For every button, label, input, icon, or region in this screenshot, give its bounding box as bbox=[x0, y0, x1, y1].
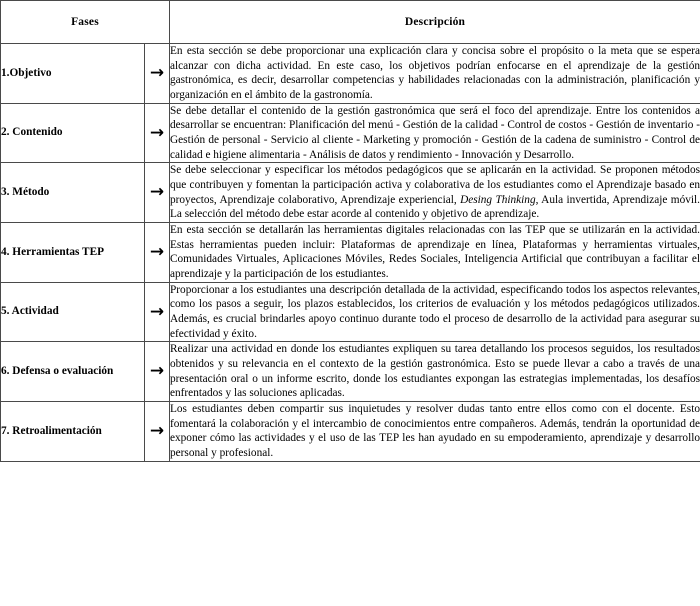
table-row bbox=[1, 223, 700, 283]
description-text-tail: , Aula invertida, Aprendizaje móvil. La selección del método debe estar acorde al contenido y objetivo de aprendizaje. bbox=[170, 193, 700, 221]
phase-label-objetivo: 1.Objetivo bbox=[1, 44, 145, 104]
table-header-row bbox=[1, 1, 700, 44]
phase-label-retroalimentacion: 7. Retroalimentación bbox=[1, 402, 145, 462]
description-text: Los estudiantes deben compartir sus inquietudes y resolver dudas tanto entre ellos como con el docente. Esto fomentará la colaboración y el intercambio de conocimientos entre compañeros. Además, tendrán la oportunidad de exponer cómo las actividades y el uso de las TEP les han ayudado en su empoderamiento, aprendizaje y desarrollo personal y profesional. bbox=[170, 403, 700, 460]
arrow-right-icon: → bbox=[149, 420, 165, 441]
phase-label-herramientas-tep: 4. Herramientas TEP bbox=[1, 223, 145, 283]
table-row bbox=[1, 44, 700, 104]
description-text: Proporcionar a los estudiantes una descripción detallada de la actividad, especificando todos los aspectos relevantes, como los pasos a seguir, los plazos establecidos, los criterios de evaluación y los métodos pedagógicos utilizados. Además, es crucial brindarles apoyo continuo durante todo el proceso de desarrollo de la actividad para asegurar su efectividad y éxito. bbox=[170, 283, 700, 340]
column-header-fases: Fases bbox=[1, 1, 170, 44]
column-header-descripcion: Descripción bbox=[170, 1, 700, 44]
description-text: Se debe detallar el contenido de la gestión gastronómica que será el foco del aprendizaje. Entre los contenidos a desarrollar se encuentran: Planificación del menú - Gestión de la calidad - Control de costos - Gestión de inventario - Gestión de personal - Servicio al cliente - Marketing y promoción - Gestión de la cadena de suministro - Control de calidad e higiene alimentaria - Análisis de datos y rendimiento - Innovación y Desarrollo. bbox=[170, 104, 700, 161]
description-retroalimentacion bbox=[170, 402, 700, 462]
description-actividad bbox=[170, 282, 700, 342]
arrow-right-icon: → bbox=[149, 301, 165, 322]
arrow-right-icon: → bbox=[149, 241, 165, 262]
arrow-cell-2 bbox=[145, 103, 170, 163]
table-row bbox=[1, 103, 700, 163]
description-defensa-evaluacion bbox=[170, 342, 700, 402]
description-italic: Desing Thinking bbox=[460, 193, 536, 206]
phase-label-metodo: 3. Método bbox=[1, 163, 145, 223]
phase-label-defensa-evaluacion: 6. Defensa o evaluación bbox=[1, 342, 145, 402]
table-body bbox=[1, 44, 700, 462]
arrow-cell-7 bbox=[145, 402, 170, 462]
arrow-cell-4 bbox=[145, 223, 170, 283]
table-row bbox=[1, 163, 700, 223]
arrow-right-icon: → bbox=[149, 361, 165, 382]
arrow-cell-1 bbox=[145, 44, 170, 104]
table-row bbox=[1, 402, 700, 462]
description-metodo bbox=[170, 163, 700, 223]
description-text: Se debe seleccionar y especificar los métodos pedagógicos que se aplicarán en la actividad. Se proponen métodos que contribuyen y fomentan la participación activa y colaborativa de los estudiantes como el Aprendizaje basado en proyectos, Aprendizaje colaborativo, Aprendizaje experiencial, bbox=[170, 164, 700, 206]
table-row bbox=[1, 342, 700, 402]
description-herramientas-tep bbox=[170, 223, 700, 283]
description-text: En esta sección se debe proporcionar una explicación clara y concisa sobre el propósito o la meta que se espera alcanzar con dicha actividad. En este caso, los objetivos podrían enfocarse en el aprendizaje de la gestión gastronómica, es decir, desarrollar competencias y habilidades relacionadas con la administración, planificación y organización en el ámbito de la gastronomía. bbox=[170, 45, 700, 102]
description-contenido bbox=[170, 103, 700, 163]
description-objetivo bbox=[170, 44, 700, 104]
arrow-right-icon: → bbox=[149, 62, 165, 83]
arrow-right-icon: → bbox=[149, 122, 165, 143]
phase-label-contenido: 2. Contenido bbox=[1, 103, 145, 163]
arrow-cell-6 bbox=[145, 342, 170, 402]
description-text: En esta sección se detallarán las herramientas digitales relacionadas con las TEP que se utilizarán en la actividad. Estas herramientas pueden incluir: Plataformas de aprendizaje en línea, Plataformas y herramientas virtuales, Comunidades Virtuales, Aplicaciones Móviles, Redes Sociales, Inteligencia Artificial que contribuyan a facilitar el aprendizaje y la participación de los estudiantes. bbox=[170, 224, 700, 281]
arrow-cell-5 bbox=[145, 282, 170, 342]
phase-label-actividad: 5. Actividad bbox=[1, 282, 145, 342]
arrow-right-icon: → bbox=[149, 182, 165, 203]
arrow-cell-3 bbox=[145, 163, 170, 223]
table-row bbox=[1, 282, 700, 342]
description-text: Realizar una actividad en donde los estudiantes expliquen su tarea detallando los procesos seguidos, los resultados obtenidos y su relevancia en el contexto de la gestión gastronómica. Esto se puede llevar a cabo a través de una presentación oral o un informe escrito, donde los estudiantes expongan las estrategias implementadas, los desafíos enfrentados y las soluciones aplicadas. bbox=[170, 343, 700, 400]
